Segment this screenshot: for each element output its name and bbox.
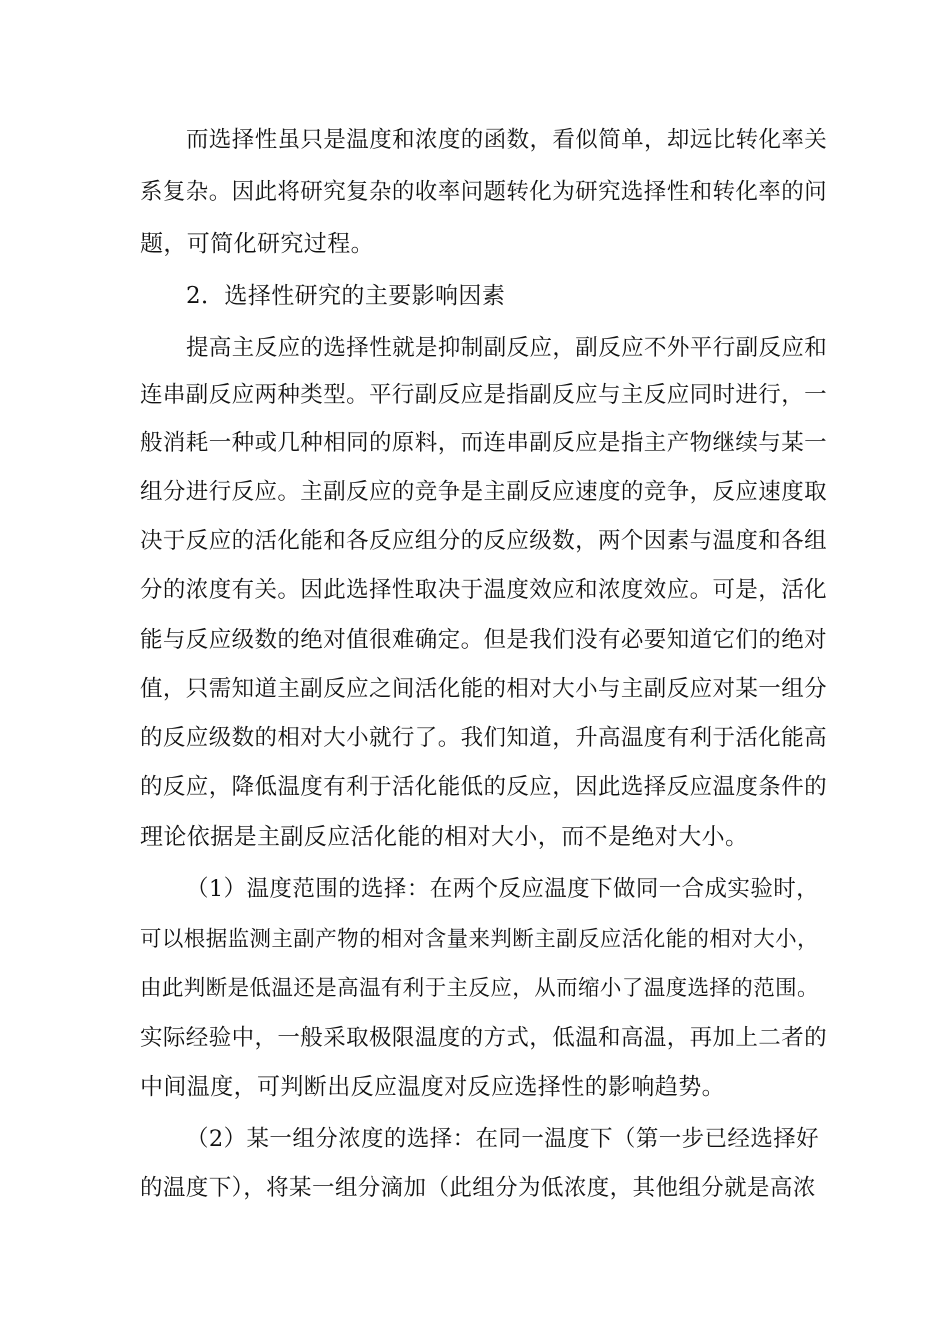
paragraph-5-line-2: 的温度下），将某一组分滴加（此组分为低浓度，其他组分就是高浓: [140, 1175, 816, 1201]
paragraph-3-line-11: 理论依据是主副反应活化能的相对大小，而不是绝对大小。: [140, 824, 749, 850]
paragraph-3-line-6: 分的浓度有关。因此选择性取决于温度效应和浓度效应。可是，活化: [140, 577, 828, 603]
paragraph-3-line-5: 决于反应的活化能和各反应组分的反应级数，两个因素与温度和各组: [140, 528, 828, 554]
paragraph-3-line-2: 连串副反应两种类型。平行副反应是指副反应与主反应同时进行，一: [140, 382, 828, 408]
paragraph-4-line-4: 实际经验中，一般采取极限温度的方式，低温和高温，再加上二者的: [140, 1025, 828, 1051]
paragraph-3-line-4: 组分进行反应。主副反应的竞争是主副反应速度的竞争，反应速度取: [140, 479, 828, 505]
paragraph-4-line-2: 可以根据监测主副产物的相对含量来判断主副反应活化能的相对大小，: [140, 927, 819, 952]
section-heading: 2．选择性研究的主要影响因素: [186, 283, 506, 309]
paragraph-5-line-1: （2）某一组分浓度的选择：在同一温度下（第一步已经选择好: [186, 1126, 820, 1152]
paragraph-4-line-5: 中间温度，可判断出反应温度对反应选择性的影响趋势。: [140, 1074, 725, 1100]
paragraph-3-line-9: 的反应级数的相对大小就行了。我们知道，升高温度有利于活化能高: [140, 725, 828, 751]
paragraph-3-line-7: 能与反应级数的绝对值很难确定。但是我们没有必要知道它们的绝对: [140, 627, 828, 653]
paragraph-4-line-1: （1）温度范围的选择：在两个反应温度下做同一合成实验时，: [186, 876, 820, 902]
paragraph-1-line-3: 题，可简化研究过程。: [140, 231, 374, 257]
paragraph-3-line-8: 值，只需知道主副反应之间活化能的相对大小与主副反应对某一组分: [140, 676, 828, 702]
paragraph-3-line-3: 般消耗一种或几种相同的原料，而连串副反应是指主产物继续与某一: [140, 430, 828, 456]
paragraph-1-line-1: 而选择性虽只是温度和浓度的函数，看似简单，却远比转化率关: [186, 127, 828, 153]
paragraph-1-line-2: 系复杂。因此将研究复杂的收率问题转化为研究选择性和转化率的问: [140, 179, 828, 205]
paragraph-3-line-1: 提高主反应的选择性就是抑制副反应，副反应不外平行副反应和: [186, 335, 828, 361]
paragraph-3-line-10: 的反应，降低温度有利于活化能低的反应，因此选择反应温度条件的: [140, 774, 828, 800]
paragraph-4-line-3: 由此判断是低温还是高温有利于主反应，从而缩小了温度选择的范围。: [140, 976, 819, 1001]
